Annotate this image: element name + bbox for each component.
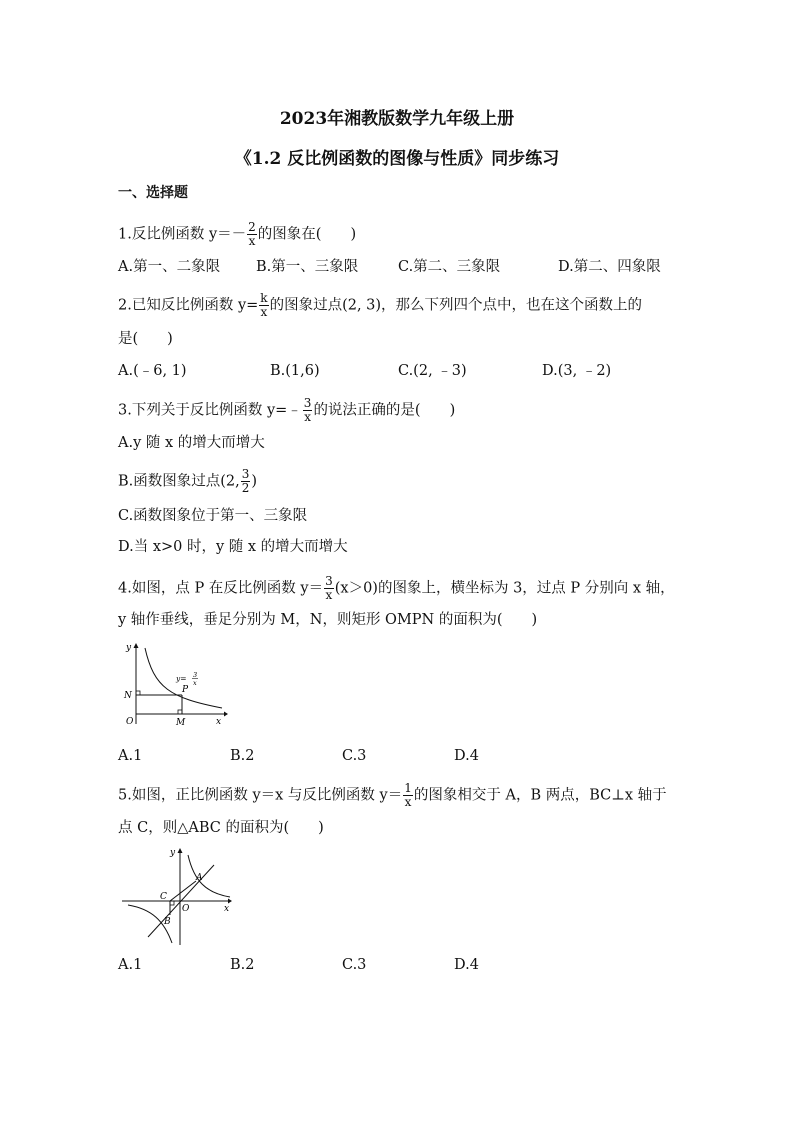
q1-fraction bbox=[247, 221, 257, 248]
q4-option-c: C.3 bbox=[342, 748, 367, 764]
q5-option-c: C.3 bbox=[342, 957, 367, 973]
q3-fraction bbox=[303, 397, 313, 424]
q4-denominator: x bbox=[325, 588, 333, 602]
q5-label-y: y bbox=[170, 848, 176, 858]
q5-segment-ac bbox=[170, 881, 196, 901]
q1-denominator: x bbox=[248, 234, 256, 248]
q1-numerator: 2 bbox=[248, 220, 256, 234]
q3-numerator: 3 bbox=[303, 396, 312, 410]
q4-option-d: D.4 bbox=[454, 748, 479, 764]
q3-option-a: A.y 随 x 的增大而增大 bbox=[118, 435, 265, 451]
question-2 bbox=[118, 292, 642, 319]
q4-graph bbox=[118, 640, 230, 730]
q5-denominator: x bbox=[404, 795, 412, 809]
document-subtitle: 《1.2 反比例函数的图像与性质》同步练习 bbox=[234, 149, 560, 169]
q4-figure bbox=[118, 640, 230, 730]
q4-right-angle-m bbox=[178, 710, 182, 714]
q2-line-2: 是( ) bbox=[118, 331, 173, 347]
q4-numerator: 3 bbox=[325, 574, 333, 588]
q5-line-2: 点 C，则△ABC 的面积为( ) bbox=[118, 820, 324, 836]
q5-fraction bbox=[403, 782, 413, 809]
q5-figure bbox=[118, 845, 238, 947]
question-4 bbox=[118, 575, 675, 602]
q2-numerator: k bbox=[260, 291, 268, 305]
q2-text-pre: 2.已知反比例函数 y= bbox=[118, 297, 259, 314]
q4-y-arrow bbox=[134, 643, 139, 648]
q4-option-a: A.1 bbox=[118, 748, 143, 764]
q4-option-b: B.2 bbox=[230, 748, 255, 764]
q2-option-c: C.(2, ﹣3) bbox=[398, 363, 467, 379]
q4-label-p: P bbox=[182, 685, 189, 695]
q4-text-pre: 4.如图，点 P 在反比例函数 y＝ bbox=[118, 580, 324, 597]
q5-graph bbox=[118, 845, 238, 947]
q1-text-pre: 1.反比例函数 y＝－ bbox=[118, 226, 247, 243]
q2-denominator: x bbox=[260, 305, 268, 319]
q5-option-b: B.2 bbox=[230, 957, 255, 973]
q4-x-arrow bbox=[224, 712, 228, 717]
document-title: 2023年湘教版数学九年级上册 bbox=[279, 109, 515, 129]
q4-curve-label-num: 3 bbox=[193, 671, 198, 679]
q4-label-x: x bbox=[216, 717, 222, 727]
q1-option-c: C.第二、三象限 bbox=[398, 259, 501, 275]
q5-option-a: A.1 bbox=[118, 957, 143, 973]
question-1 bbox=[118, 221, 356, 248]
q3-option-b-numerator: 3 bbox=[241, 467, 250, 481]
section-heading: 一、选择题 bbox=[118, 185, 188, 201]
q5-hyperbola-q1 bbox=[188, 855, 230, 897]
q1-option-a: A.第一、二象限 bbox=[118, 259, 221, 275]
q5-option-d: D.4 bbox=[454, 957, 479, 973]
q2-option-b: B.(1,6) bbox=[270, 363, 320, 379]
q3-option-b-fraction bbox=[241, 468, 251, 495]
q5-x-arrow bbox=[228, 899, 232, 904]
q5-label-a: A bbox=[196, 873, 203, 883]
q5-text-pre: 5.如图，正比例函数 y＝x 与反比例函数 y＝ bbox=[118, 787, 403, 804]
q5-label-b: B bbox=[164, 917, 171, 927]
q4-curve-label-den: x bbox=[193, 679, 197, 687]
q5-label-x: x bbox=[224, 904, 230, 914]
q3-option-b-post: ) bbox=[251, 473, 258, 490]
q3-option-c: C.函数图象位于第一、三象限 bbox=[118, 508, 308, 524]
q4-fraction bbox=[324, 575, 334, 602]
question-3 bbox=[118, 397, 455, 424]
q3-text-pre: 3.下列关于反比例函数 y=﹣ bbox=[118, 402, 302, 419]
q4-curve-label: y= bbox=[176, 674, 187, 683]
q1-option-b: B.第一、三象限 bbox=[256, 259, 359, 275]
q5-label-o: O bbox=[182, 904, 190, 914]
q4-label-o: O bbox=[126, 717, 134, 727]
q2-option-a: A.(﹣6, 1) bbox=[118, 363, 187, 379]
q4-label-y: y bbox=[126, 643, 132, 653]
q4-label-n: N bbox=[124, 691, 132, 701]
question-5 bbox=[118, 782, 667, 809]
q3-option-d: D.当 x>0 时，y 随 x 的增大而增大 bbox=[118, 539, 348, 555]
q1-text-post: 的图象在( ) bbox=[257, 226, 357, 243]
q2-option-d: D.(3, ﹣2) bbox=[542, 363, 612, 379]
q3-option-b-denominator: 2 bbox=[241, 481, 250, 495]
q5-label-c: C bbox=[160, 892, 167, 902]
q5-y-arrow bbox=[178, 848, 183, 853]
q3-denominator: x bbox=[304, 410, 311, 424]
q4-right-angle-n bbox=[136, 691, 140, 695]
q1-option-d: D.第二、四象限 bbox=[558, 259, 661, 275]
q2-text-post: 的图象过点(2, 3)，那么下列四个点中，也在这个函数上的 bbox=[269, 297, 643, 314]
q5-right-angle bbox=[170, 901, 174, 905]
q3-option-b bbox=[118, 468, 257, 495]
q4-line-2: y 轴作垂线，垂足分别为 M，N，则矩形 OMPN 的面积为( ) bbox=[118, 612, 538, 628]
q2-fraction bbox=[259, 292, 268, 319]
q4-label-m: M bbox=[176, 718, 186, 728]
q5-text-post: 的图象相交于 A，B 两点，BC⊥x 轴于 bbox=[413, 787, 667, 804]
q3-text-post: 的说法正确的是( ) bbox=[313, 402, 456, 419]
q3-option-b-pre: B.函数图象过点(2, bbox=[118, 473, 240, 490]
q5-numerator: 1 bbox=[404, 781, 412, 795]
q4-text-post: (x＞0)的图象上，横坐标为 3，过点 P 分别向 x 轴， bbox=[334, 580, 675, 597]
